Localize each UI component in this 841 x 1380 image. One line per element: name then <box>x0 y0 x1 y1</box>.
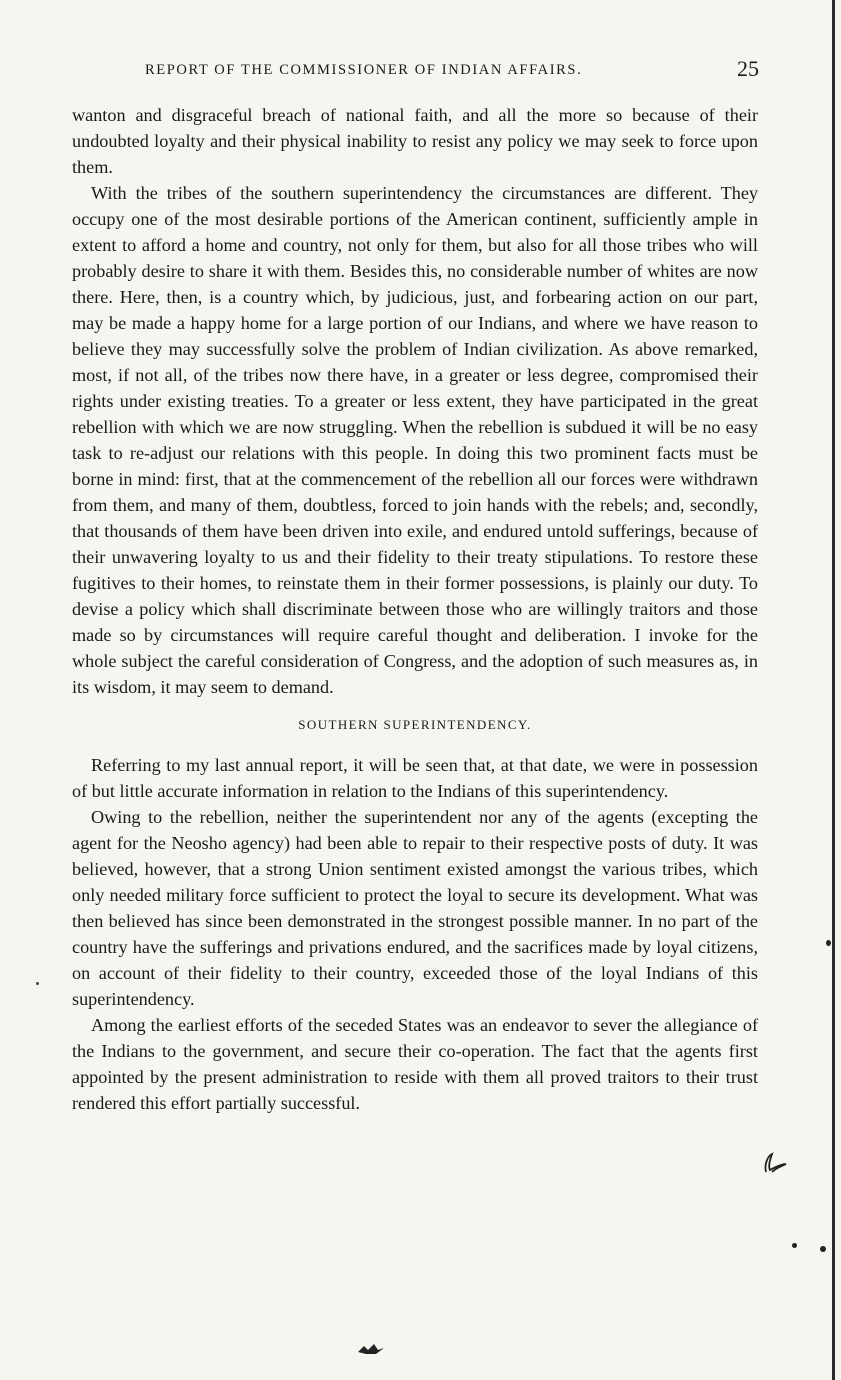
margin-scribble-icon <box>760 1150 790 1176</box>
paragraph: Owing to the rebellion, neither the superintendent nor any of the agents (excepting the agent for the Neosho agency) had been able to repair to their respective posts of duty. It was believed, however, that a strong Union sentiment existed amongst the various tribes, which only needed military force sufficient to protect the loyal to secure its development. What was then believed has since been demonstrated in the strongest possible manner. In no part of the country have the sufferings and privations endured, and the sacrifices made by loyal citizens, on account of their fidelity to their country, exceeded those of the loyal Indians of this superintendency. <box>72 807 758 1009</box>
paragraph: wanton and disgraceful breach of national faith, and all the more so because of their undoubted loyalty and their physical inability to resist any policy we may seek to force upon them. <box>72 105 758 177</box>
page-edge <box>832 0 835 1380</box>
paragraph: With the tribes of the southern superintendency the circumstances are different. They occupy one of the most desirable portions of the American continent, sufficiently ample in extent to afford a home and country, not only for them, but also for all those tribes who will probably desire to share it with them. Besides this, no considerable number of whites are now there. Here, then, is a country which, by judicious, just, and forbearing action on our part, may be made a happy home for a large portion of our Indians, and where we have reason to believe they may successfully solve the problem of Indian civilization. As above remarked, most, if not all, of the tribes now there have, in a greater or less degree, compromised their rights under existing treaties. To a greater or less extent, they have participated in the great rebellion with which we are now struggling. When the rebellion is subdued it will be no easy task to re-adjust our relations with this people. In doing this two prominent facts must be borne in mind: first, that at the commencement of the rebellion all our forces were withdrawn from them, and many of them, doubtless, forced to join hands with the rebels; and, secondly, that thousands of them have been driven into exile, and endured untold sufferings, because of their unwavering loyalty to us and their fidelity to their treaty stipulations. To restore these fugitives to their homes, to reinstate them in their former possessions, is plainly our duty. To devise a policy which shall discriminate between those who are willingly traitors and those made so by circumstances will require careful thought and deliberation. I invoke for the whole subject the careful consideration of Congress, and the adoption of such measures as, in its wisdom, it may seem to demand. <box>72 183 758 697</box>
ink-speck <box>826 940 831 946</box>
ink-speck <box>36 982 39 985</box>
ink-speck <box>792 1243 797 1248</box>
printer-ornament-icon <box>356 1340 386 1358</box>
page-header <box>145 56 765 84</box>
paragraph: Among the earliest efforts of the seceded States was an endeavor to sever the allegiance of the Indians to the government, and secure their co-operation. The fact that the agents first appointed by the present administration to reside with them all proved traitors to their trust rendered this effort partially successful. <box>72 1015 758 1113</box>
body-text <box>72 102 758 1116</box>
ink-speck <box>820 1246 826 1252</box>
page-number: 25 <box>737 56 759 81</box>
paragraph: Referring to my last annual report, it will be seen that, at that date, we were in possession of but little accurate information in relation to the Indians of this superintendency. <box>72 755 758 801</box>
running-head: REPORT OF THE COMMISSIONER OF INDIAN AFFAIRS. <box>145 62 583 78</box>
section-heading: SOUTHERN SUPERINTENDENCY. <box>298 717 532 732</box>
